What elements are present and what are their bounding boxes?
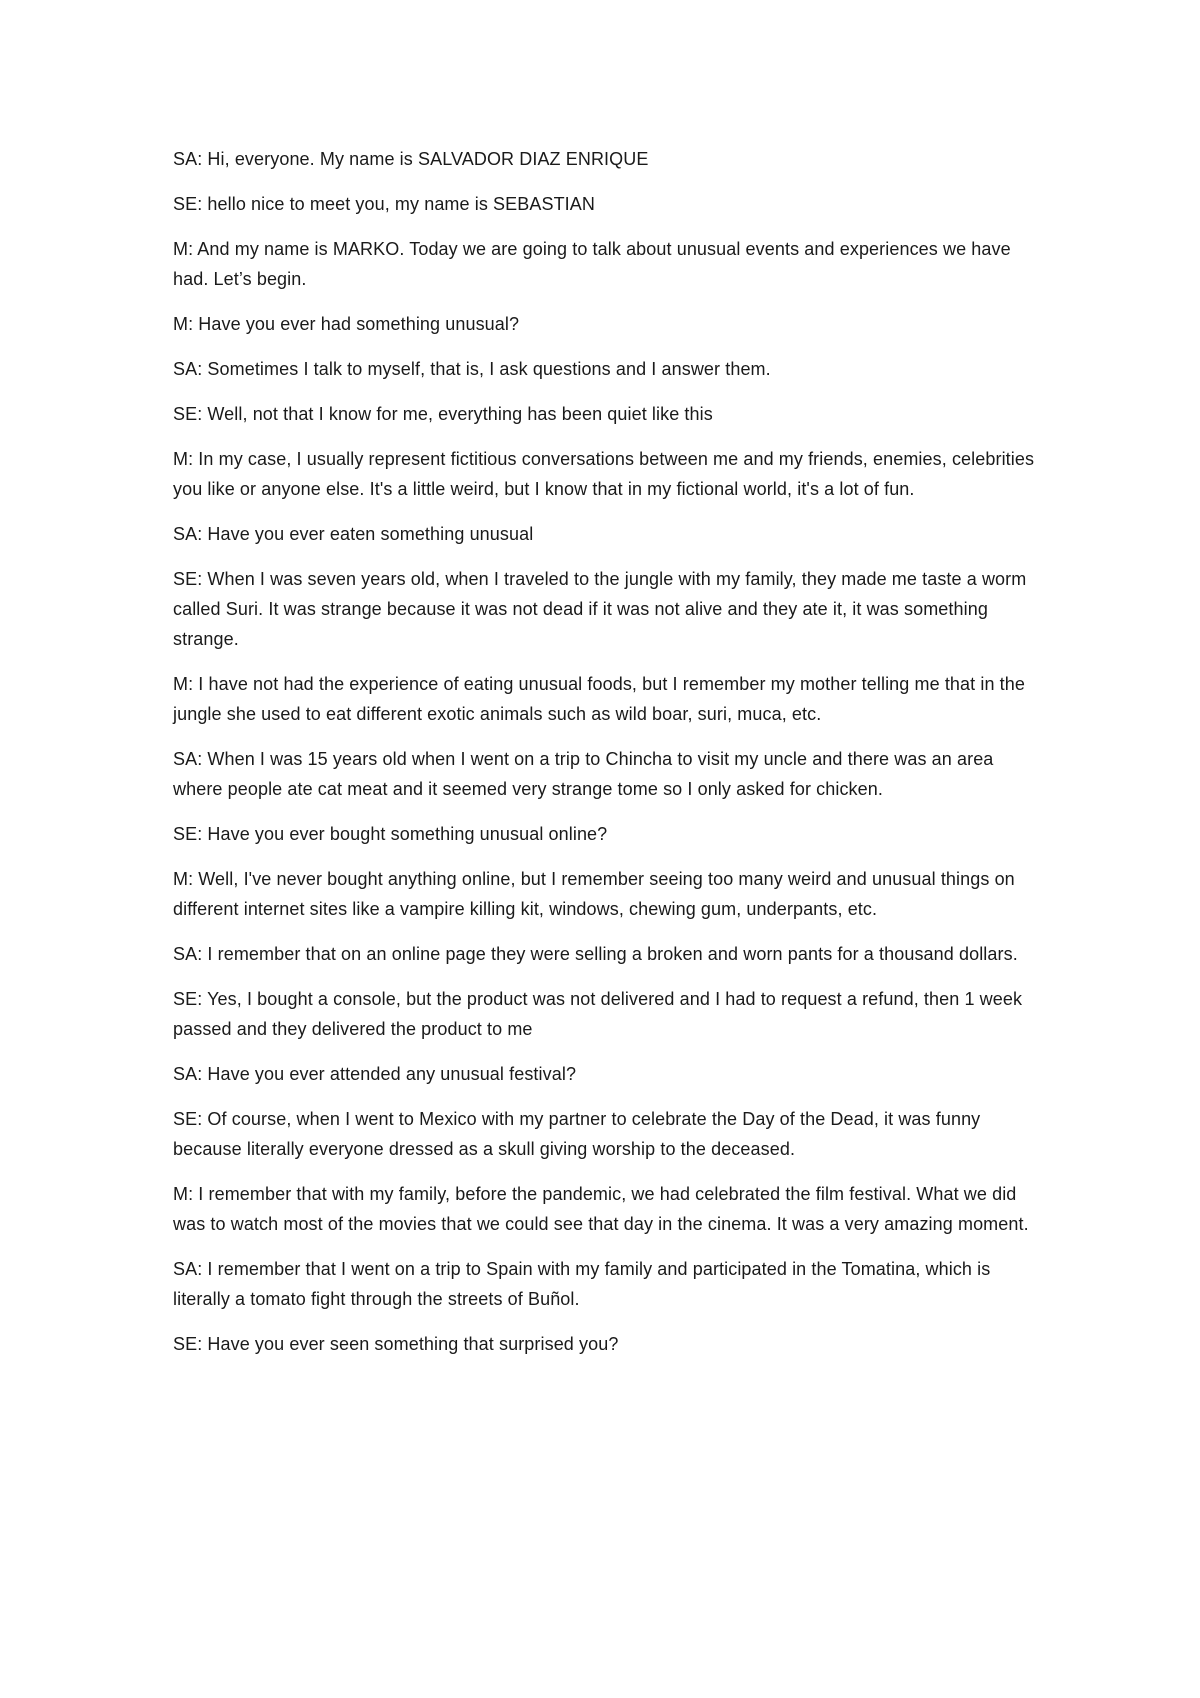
paragraph: SA: I remember that I went on a trip to Spain with my family and participated in the Tomatina, which is literally a tomato fight through the streets of Buñol.	[173, 1259, 991, 1309]
paragraph: SA: Sometimes I talk to myself, that is, I ask questions and I answer them.	[173, 359, 771, 379]
paragraph: SE: Of course, when I went to Mexico with my partner to celebrate the Day of the Dead, it was funny because literally everyone dressed as a skull giving worship to the deceased.	[173, 1109, 981, 1159]
paragraph: SE: Yes, I bought a console, but the product was not delivered and I had to request a refund, then 1 week passed and they delivered the product to me	[173, 989, 1023, 1039]
paragraph: M: I remember that with my family, before the pandemic, we had celebrated the film festival. What we did was to watch most of the movies that we could see that day in the cinema. It was a very amazing moment.	[173, 1184, 1029, 1234]
document-body	[173, 144, 1043, 1374]
paragraph: M: Well, I've never bought anything online, but I remember seeing too many weird and unusual things on different internet sites like a vampire killing kit, windows, chewing gum, underpants, etc.	[173, 869, 1015, 919]
paragraph: SE: hello nice to meet you, my name is SEBASTIAN	[173, 194, 595, 214]
paragraph: M: I have not had the experience of eating unusual foods, but I remember my mother telling me that in the jungle she used to eat different exotic animals such as wild boar, suri, muca, etc.	[173, 674, 1025, 724]
paragraph: SA: I remember that on an online page they were selling a broken and worn pants for a thousand dollars.	[173, 944, 1018, 964]
paragraph: SE: When I was seven years old, when I traveled to the jungle with my family, they made me taste a worm called Suri. It was strange because it was not dead if it was not alive and they ate it, it was something strange.	[173, 569, 1027, 649]
paragraph: M: In my case, I usually represent fictitious conversations between me and my friends, enemies, celebrities you like or anyone else. It's a little weird, but I know that in my fictional world, it's a lot of fun.	[173, 449, 1035, 499]
paragraph: SA: Have you ever attended any unusual festival?	[173, 1064, 577, 1084]
paragraph: SA: Hi, everyone. My name is SALVADOR DIAZ ENRIQUE	[173, 149, 649, 169]
paragraph: M: Have you ever had something unusual?	[173, 314, 520, 334]
paragraph: SE: Well, not that I know for me, everything has been quiet like this	[173, 404, 713, 424]
paragraph: SA: When I was 15 years old when I went on a trip to Chincha to visit my uncle and there was an area where people ate cat meat and it seemed very strange tome so I only asked for chicken.	[173, 749, 994, 799]
paragraph: M: And my name is MARKO. Today we are going to talk about unusual events and experiences we have had. Let’s begin.	[173, 239, 1011, 289]
paragraph: SA: Have you ever eaten something unusual	[173, 524, 534, 544]
paragraph: SE: Have you ever seen something that surprised you?	[173, 1334, 619, 1354]
paragraph: SE: Have you ever bought something unusual online?	[173, 824, 608, 844]
